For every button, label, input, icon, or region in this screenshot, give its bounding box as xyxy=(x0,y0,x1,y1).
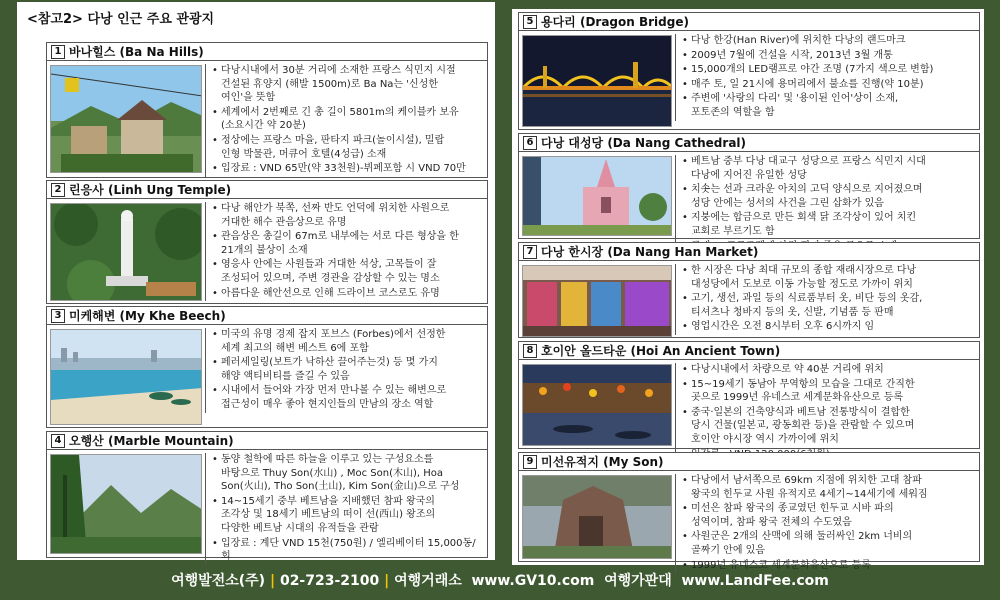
bullet: • 사원군은 2개의 산맥에 의해 둘러싸인 2km 너비의 골짜기 안에 있음 xyxy=(682,530,975,557)
section-header xyxy=(519,342,979,360)
footer-separator: | xyxy=(384,573,390,589)
ba-na-hills-photo xyxy=(50,65,202,173)
bullet: • 15~19세기 동남아 무역항의 모습을 그대로 간직한 곳으로 1999년 유네스코 세계문화유산으로 등록 xyxy=(682,378,975,405)
section-title: 호이안 올드타운 (Hoi An Ancient Town) xyxy=(541,344,781,358)
footer-bar xyxy=(0,570,1000,590)
section-linh-ung-temple xyxy=(46,180,488,304)
han-market-photo xyxy=(522,265,672,337)
section-number: 3 xyxy=(51,309,65,323)
bullet: • 미국의 유명 경제 잡지 포브스 (Forbes)에서 선정한 세계 최고의 해변 베스트 6에 포함 xyxy=(212,328,483,355)
section-number: 6 xyxy=(523,136,537,150)
section-title: 용다리 (Dragon Bridge) xyxy=(541,15,689,29)
my-son-photo xyxy=(522,475,672,559)
bullet: • 14~15세기 중부 베트남을 지배했던 참파 왕국의 조각상 및 18세기 베트남의 떠이 선(西山) 왕조의 다양한 베트남 시대의 유적들을 관람 xyxy=(212,495,483,536)
section-header xyxy=(519,13,979,31)
bullet: • 매주 토, 일 21시에 용머리에서 불쇼를 진행(약 10분) xyxy=(682,78,975,92)
section-number: 2 xyxy=(51,183,65,197)
marble-mountain-photo xyxy=(50,454,202,554)
bullet: • 영응사 안에는 사원들과 거대한 석상, 고목들이 잘 조성되어 있으며, 주변 경관을 감상할 수 있는 명소 xyxy=(212,258,483,285)
bullet: • 치솟는 선과 크라운 아치의 고딕 양식으로 지어졌으며 성당 안에는 성서의 사건을 그린 삽화가 있음 xyxy=(682,183,975,210)
bullet: • 정상에는 프랑스 마을, 판타지 파크(놀이시설), 밀랍 인형 박물관, 머큐어 호텔(4성급) 소재 xyxy=(212,134,483,161)
section-number: 7 xyxy=(523,245,537,259)
bullet: • 다낭 한강(Han River)에 위치한 다낭의 랜드마크 xyxy=(682,34,975,48)
bullet: • 1999년 유네스코 세계문화유산으로 등록 xyxy=(682,559,975,573)
bullet: • 미선은 참파 왕국의 종교였던 힌두교 시바 파의 성역이며, 참파 왕국 전체의 수도였음 xyxy=(682,502,975,529)
section-title: 바나힐스 (Ba Na Hills) xyxy=(69,45,204,59)
section-header xyxy=(519,453,979,471)
bullet: • 다낭에서 남서쪽으로 69km 지점에 위치한 고대 참파 왕국의 힌두교 사원 유적지로 4세기~14세기에 세워짐 xyxy=(682,474,975,501)
market-label: 여행가판대 xyxy=(604,573,672,589)
section-hoi-an-ancient-town xyxy=(518,341,980,449)
market-url-link[interactable]: www.LandFee.com xyxy=(681,573,829,589)
section-title: 다낭 대성당 (Da Nang Cathedral) xyxy=(541,136,747,150)
section-title: 오행산 (Marble Mountain) xyxy=(69,434,234,448)
section-number: 4 xyxy=(51,434,65,448)
section-header xyxy=(47,307,487,325)
section-dragon-bridge xyxy=(518,12,980,130)
section-header xyxy=(519,134,979,152)
section-marble-mountain xyxy=(46,431,488,563)
company-name: 여행발전소(주) xyxy=(171,573,266,589)
hoi-an-photo xyxy=(522,364,672,446)
document-title: <참고2> 다낭 인근 주요 관광지 xyxy=(27,12,215,27)
bullet: • 아름다운 해안선으로 인해 드라이브 코스로도 유명 xyxy=(212,287,483,301)
footer-separator: | xyxy=(269,573,276,589)
my-khe-beach-photo xyxy=(50,329,202,425)
bullet: • 주변에 '사랑의 다리' 및 '용이된 인어'상이 소재, 포토존의 역할을 함 xyxy=(682,92,975,119)
section-header xyxy=(47,43,487,61)
section-number: 1 xyxy=(51,45,65,59)
section-number: 5 xyxy=(523,15,537,29)
section-number: 9 xyxy=(523,455,537,469)
section-my-khe-beach xyxy=(46,306,488,428)
bullet: • 다낭시내에서 30분 거리에 소재한 프랑스 식민지 시절 건설된 휴양지 (해발 1500m)로 Ba Na는 '신성한 여인'을 뜻함 xyxy=(212,64,483,105)
section-number: 8 xyxy=(523,344,537,358)
bullet: • 한 시장은 다낭 최대 규모의 종합 재래시장으로 다낭 대성당에서 도보로 이동 가능할 정도로 가까이 위치 xyxy=(682,264,975,291)
bullet: • 다낭시내에서 차량으로 약 40분 거리에 위치 xyxy=(682,363,975,377)
section-header xyxy=(47,432,487,450)
right-page xyxy=(512,9,984,571)
section-title: 미선유적지 (My Son) xyxy=(541,455,664,469)
bullet: • 2009년 7월에 건설을 시작, 2013년 3월 개통 xyxy=(682,49,975,63)
bullet: • 베트남 중부 다낭 대교구 성당으로 프랑스 식민지 시대 다낭에 지어진 유일한 성당 xyxy=(682,155,975,182)
section-my-son xyxy=(518,452,980,571)
section-header xyxy=(47,181,487,199)
left-page xyxy=(17,2,495,563)
phone-number: 02-723-2100 xyxy=(279,573,380,589)
bullet: • 입장료 : VND 65만(약 33천원)-뷔페포함 시 VND 70만 xyxy=(212,162,483,176)
section-title: 다낭 한시장 (Da Nang Han Market) xyxy=(541,245,759,259)
bullet: • 다낭 해안가 북쪽, 선짜 반도 언덕에 위치한 사원으로 거대한 해수 관음상으로 유명 xyxy=(212,202,483,229)
da-nang-cathedral-photo xyxy=(522,156,672,236)
section-title: 린응사 (Linh Ung Temple) xyxy=(69,183,232,197)
bullet: • 세계에서 2번째로 긴 총 길이 5801m의 케이블카 보유 (소요시간 약 20분) xyxy=(212,106,483,133)
bullet: • 15,000개의 LED램프로 야간 조명 (7가지 색으로 변함) xyxy=(682,63,975,77)
section-header xyxy=(519,243,979,261)
bullet: • 중국·일본의 건축양식과 베트남 전통방식이 결합한 당시 건물(일본교, 광동회관 등)을 관람할 수 있으며 호이안 야시장 역시 가까이에 위치 xyxy=(682,406,975,447)
bullet: • 영업시간은 오전 8시부터 오후 6시까지 임 xyxy=(682,320,975,334)
bullet: • 페러세일링(보트가 낙하산 끌어주는것) 등 몇 가지 해양 액티비티를 즐길 수 있음 xyxy=(212,356,483,383)
bullet: • 입장료 : 계단 VND 15천(750원) / 엘리베이터 15,000동/회 xyxy=(212,537,483,564)
section-ba-na-hills xyxy=(46,42,488,178)
bullet: • 지붕에는 합금으로 만든 회색 닭 조각상이 있어 치킨 교회로 부르기도 함 xyxy=(682,211,975,238)
section-han-market xyxy=(518,242,980,338)
exchange-label: 여행거래소 xyxy=(394,573,462,589)
bullet: • 고기, 생선, 과일 등의 식료품부터 옷, 비단 등의 옷감, 티셔츠나 청바지 등의 옷, 신발, 기념품 등 판매 xyxy=(682,292,975,319)
linh-ung-temple-photo xyxy=(50,203,202,301)
bullet: • 동양 철학에 따른 하늘을 이루고 있는 구성요소를 바탕으로 Thuy Son(水山) , Moc Son(木山), Hoa Son(火山), Tho Son(土山), Kim Son(金山)으로 구성 xyxy=(212,453,483,494)
section-da-nang-cathedral xyxy=(518,133,980,239)
dragon-bridge-photo xyxy=(522,35,672,127)
section-title: 미케해변 (My Khe Beech) xyxy=(69,309,226,323)
bullet: • 관음상은 총길이 67m로 내부에는 서로 다른 형상을 한 21개의 불상이 소재 xyxy=(212,230,483,257)
bullet: • 시내에서 들어와 가장 먼저 만나볼 수 있는 해변으로 접근성이 매우 좋아 현지인들의 만남의 장소 역할 xyxy=(212,384,483,411)
exchange-url-link[interactable]: www.GV10.com xyxy=(471,573,595,589)
